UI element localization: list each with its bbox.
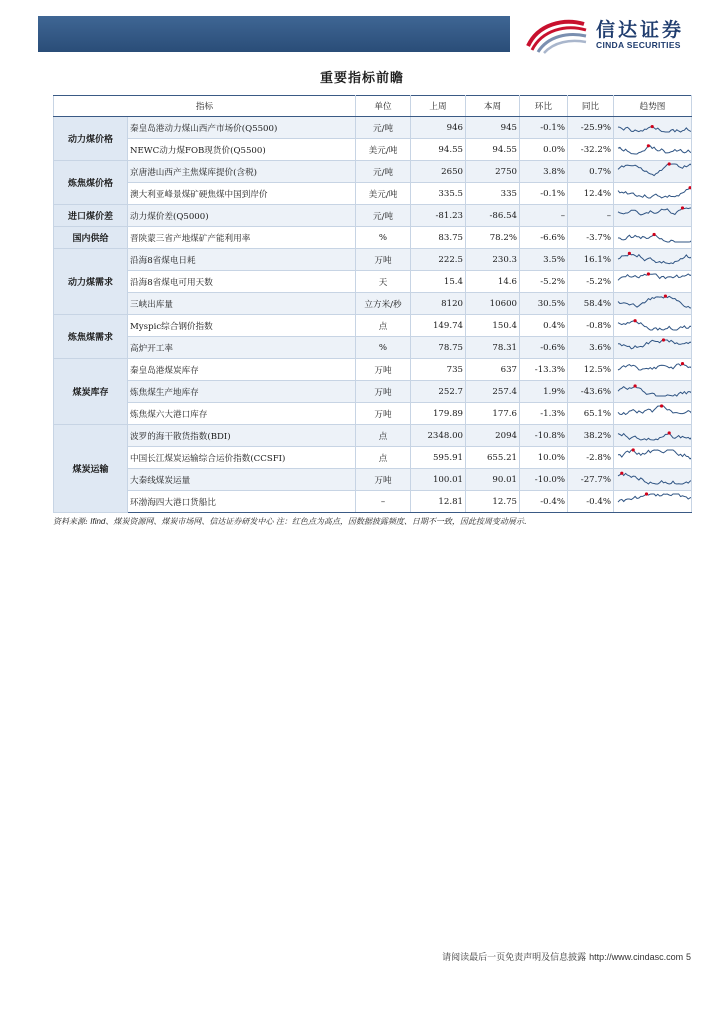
row-unit: 点 xyxy=(356,447,411,469)
row-this-week: 230.3 xyxy=(466,249,520,271)
row-yoy: -3.7% xyxy=(568,227,614,249)
category-cell: 煤炭库存 xyxy=(54,359,128,425)
high-point-marker xyxy=(668,162,671,165)
row-yoy: -32.2% xyxy=(568,139,614,161)
row-this-week: 945 xyxy=(466,117,520,139)
page-number: 5 xyxy=(685,952,691,962)
sparkline-icon xyxy=(616,117,692,135)
table-header-row xyxy=(54,96,692,117)
row-unit: 元/吨 xyxy=(356,205,411,227)
row-unit: 天 xyxy=(356,271,411,293)
high-point-marker xyxy=(681,206,684,209)
row-name: 炼焦煤生产地库存 xyxy=(128,381,356,403)
row-wow: 30.5% xyxy=(520,293,568,315)
row-last-week: 8120 xyxy=(411,293,466,315)
row-name: 澳大利亚峰景煤矿硬焦煤中国到岸价 xyxy=(128,183,356,205)
row-name: Myspic综合钢价指数 xyxy=(128,315,356,337)
high-point-marker xyxy=(645,492,648,495)
col-header-last-week: 上周 xyxy=(411,96,466,117)
row-this-week: 14.6 xyxy=(466,271,520,293)
row-unit: 元/吨 xyxy=(356,117,411,139)
table-row xyxy=(54,359,692,381)
table-row xyxy=(54,139,692,161)
sparkline-icon xyxy=(616,403,692,421)
row-name: 动力煤价差(Q5000) xyxy=(128,205,356,227)
trend-sparkline xyxy=(614,227,692,249)
table-row xyxy=(54,425,692,447)
source-wind: Ifind xyxy=(90,517,106,526)
row-yoy: 3.6% xyxy=(568,337,614,359)
row-name: 晋陕蒙三省产地煤矿产能利用率 xyxy=(128,227,356,249)
row-yoy: -0.4% xyxy=(568,491,614,513)
row-yoy: 58.4% xyxy=(568,293,614,315)
sparkline-icon xyxy=(616,161,692,179)
row-this-week: 150.4 xyxy=(466,315,520,337)
high-point-marker xyxy=(647,272,650,275)
company-logo xyxy=(524,14,704,54)
row-name: 沿海8省煤电可用天数 xyxy=(128,271,356,293)
col-header-unit: 单位 xyxy=(356,96,411,117)
table-row xyxy=(54,293,692,315)
trend-sparkline xyxy=(614,403,692,425)
sparkline-icon xyxy=(616,139,692,157)
row-this-week: 2094 xyxy=(466,425,520,447)
logo-chinese-text: 信达证券 xyxy=(596,19,685,41)
table-row xyxy=(54,491,692,513)
row-name: 京唐港山西产主焦煤库提价(含税) xyxy=(128,161,356,183)
row-yoy: 12.5% xyxy=(568,359,614,381)
row-wow: -0.6% xyxy=(520,337,568,359)
row-unit: 点 xyxy=(356,425,411,447)
high-point-marker xyxy=(647,144,650,147)
category-cell: 动力煤需求 xyxy=(54,249,128,315)
sparkline-icon xyxy=(616,425,692,443)
row-unit: 万吨 xyxy=(356,359,411,381)
row-name: 沿海8省煤电日耗 xyxy=(128,249,356,271)
header-bar xyxy=(38,16,510,52)
sparkline-icon xyxy=(616,205,692,223)
row-wow: – xyxy=(520,205,568,227)
row-unit: 点 xyxy=(356,315,411,337)
row-name: 秦皇岛港煤炭库存 xyxy=(128,359,356,381)
row-wow: 0.0% xyxy=(520,139,568,161)
row-yoy: – xyxy=(568,205,614,227)
row-wow: 3.8% xyxy=(520,161,568,183)
row-last-week: 83.75 xyxy=(411,227,466,249)
high-point-marker xyxy=(653,233,656,236)
high-point-marker xyxy=(632,448,635,451)
table-row xyxy=(54,315,692,337)
sparkline-icon xyxy=(616,315,692,333)
category-cell: 进口煤价差 xyxy=(54,205,128,227)
trend-sparkline xyxy=(614,315,692,337)
trend-sparkline xyxy=(614,293,692,315)
trend-sparkline xyxy=(614,161,692,183)
sparkline-icon xyxy=(616,227,692,245)
col-header-wow: 环比 xyxy=(520,96,568,117)
trend-sparkline xyxy=(614,139,692,161)
high-point-marker xyxy=(634,319,637,322)
row-unit: 立方米/秒 xyxy=(356,293,411,315)
high-point-marker xyxy=(620,472,623,475)
row-name: NEWC动力煤FOB现货价(Q5500) xyxy=(128,139,356,161)
trend-sparkline xyxy=(614,359,692,381)
row-this-week: 335 xyxy=(466,183,520,205)
sparkline-icon xyxy=(616,337,692,355)
row-last-week: 946 xyxy=(411,117,466,139)
high-point-marker xyxy=(681,362,684,365)
cinda-logo-icon xyxy=(524,14,590,54)
category-cell: 国内供给 xyxy=(54,227,128,249)
trend-sparkline xyxy=(614,249,692,271)
row-last-week: 12.81 xyxy=(411,491,466,513)
row-this-week: 78.2% xyxy=(466,227,520,249)
trend-sparkline xyxy=(614,425,692,447)
sparkline-icon xyxy=(616,249,692,267)
row-wow: 3.5% xyxy=(520,249,568,271)
row-last-week: 335.5 xyxy=(411,183,466,205)
trend-sparkline xyxy=(614,205,692,227)
row-wow: -6.6% xyxy=(520,227,568,249)
table-title: 重要指标前瞻 xyxy=(319,71,404,86)
row-last-week: 2348.00 xyxy=(411,425,466,447)
row-last-week: 94.55 xyxy=(411,139,466,161)
row-this-week: 637 xyxy=(466,359,520,381)
row-wow: 0.4% xyxy=(520,315,568,337)
col-header-yoy: 同比 xyxy=(568,96,614,117)
col-header-this-week: 本周 xyxy=(466,96,520,117)
source-note xyxy=(53,516,526,527)
row-name: 波罗的海干散货指数(BDI) xyxy=(128,425,356,447)
row-last-week: 15.4 xyxy=(411,271,466,293)
row-name: 炼焦煤六大港口库存 xyxy=(128,403,356,425)
high-point-marker xyxy=(651,125,654,128)
row-last-week: -81.23 xyxy=(411,205,466,227)
source-label: 资料来源: xyxy=(53,517,88,526)
indicator-table xyxy=(53,95,692,513)
row-yoy: -0.8% xyxy=(568,315,614,337)
row-unit: – xyxy=(356,491,411,513)
high-point-marker xyxy=(634,384,637,387)
row-wow: -13.3% xyxy=(520,359,568,381)
row-unit: 美元/吨 xyxy=(356,183,411,205)
sparkline-icon xyxy=(616,359,692,377)
row-yoy: 12.4% xyxy=(568,183,614,205)
trend-sparkline xyxy=(614,183,692,205)
row-last-week: 222.5 xyxy=(411,249,466,271)
row-unit: % xyxy=(356,227,411,249)
row-wow: -0.1% xyxy=(520,183,568,205)
row-this-week: 177.6 xyxy=(466,403,520,425)
row-name: 大秦线煤炭运量 xyxy=(128,469,356,491)
row-yoy: 65.1% xyxy=(568,403,614,425)
row-unit: % xyxy=(356,337,411,359)
table-row xyxy=(54,183,692,205)
high-point-marker xyxy=(662,338,665,341)
row-name: 秦皇岛港动力煤山西产市场价(Q5500) xyxy=(128,117,356,139)
row-unit: 元/吨 xyxy=(356,161,411,183)
sparkline-icon xyxy=(616,447,692,465)
category-cell: 炼焦煤需求 xyxy=(54,315,128,359)
row-wow: 1.9% xyxy=(520,381,568,403)
row-wow: 10.0% xyxy=(520,447,568,469)
footer-url[interactable]: http://www.cindasc.com xyxy=(589,952,684,962)
trend-sparkline xyxy=(614,447,692,469)
row-wow: -10.0% xyxy=(520,469,568,491)
source-text: 、煤炭资源网、煤炭市场网、信达证券研发中心 注：红色点为高点，因数据披露频度、日期不一致，因此按周变动展示. xyxy=(105,517,527,526)
table-row xyxy=(54,271,692,293)
high-point-marker xyxy=(628,252,631,255)
row-unit: 美元/吨 xyxy=(356,139,411,161)
high-point-marker xyxy=(660,404,663,407)
row-unit: 万吨 xyxy=(356,403,411,425)
row-name: 三峡出库量 xyxy=(128,293,356,315)
row-unit: 万吨 xyxy=(356,381,411,403)
sparkline-icon xyxy=(616,469,692,487)
row-yoy: -25.9% xyxy=(568,117,614,139)
row-this-week: 12.75 xyxy=(466,491,520,513)
table-row xyxy=(54,205,692,227)
row-this-week: -86.54 xyxy=(466,205,520,227)
row-yoy: 0.7% xyxy=(568,161,614,183)
row-unit: 万吨 xyxy=(356,469,411,491)
page-footer xyxy=(442,950,691,963)
row-name: 环渤海四大港口货船比 xyxy=(128,491,356,513)
table-row xyxy=(54,403,692,425)
row-yoy: -43.6% xyxy=(568,381,614,403)
row-name: 中国长江煤炭运输综合运价指数(CCSFI) xyxy=(128,447,356,469)
table-row xyxy=(54,381,692,403)
high-point-marker xyxy=(668,431,671,434)
row-this-week: 2750 xyxy=(466,161,520,183)
sparkline-icon xyxy=(616,491,692,509)
table-row xyxy=(54,227,692,249)
category-cell: 炼焦煤价格 xyxy=(54,161,128,205)
row-yoy: -2.8% xyxy=(568,447,614,469)
col-header-indicator: 指标 xyxy=(54,96,356,117)
trend-sparkline xyxy=(614,117,692,139)
footer-disclaimer: 请阅读最后一页免责声明及信息披露 xyxy=(442,953,587,963)
trend-sparkline xyxy=(614,337,692,359)
row-wow: -0.4% xyxy=(520,491,568,513)
row-wow: -5.2% xyxy=(520,271,568,293)
row-last-week: 735 xyxy=(411,359,466,381)
row-last-week: 595.91 xyxy=(411,447,466,469)
table-row xyxy=(54,469,692,491)
sparkline-icon xyxy=(616,271,692,289)
row-yoy: 16.1% xyxy=(568,249,614,271)
trend-sparkline xyxy=(614,381,692,403)
row-this-week: 10600 xyxy=(466,293,520,315)
row-last-week: 78.75 xyxy=(411,337,466,359)
table-row xyxy=(54,249,692,271)
row-this-week: 655.21 xyxy=(466,447,520,469)
row-last-week: 100.01 xyxy=(411,469,466,491)
sparkline-icon xyxy=(616,381,692,399)
table-row xyxy=(54,337,692,359)
sparkline-icon xyxy=(616,183,692,201)
row-wow: -0.1% xyxy=(520,117,568,139)
row-name: 高炉开工率 xyxy=(128,337,356,359)
row-this-week: 78.31 xyxy=(466,337,520,359)
row-last-week: 149.74 xyxy=(411,315,466,337)
row-this-week: 94.55 xyxy=(466,139,520,161)
trend-sparkline xyxy=(614,271,692,293)
trend-sparkline xyxy=(614,491,692,513)
row-this-week: 257.4 xyxy=(466,381,520,403)
col-header-trend: 趋势图 xyxy=(614,96,692,117)
row-wow: -10.8% xyxy=(520,425,568,447)
row-last-week: 2650 xyxy=(411,161,466,183)
logo-english-text: CINDA SECURITIES xyxy=(596,40,681,50)
category-cell: 动力煤价格 xyxy=(54,117,128,161)
row-this-week: 90.01 xyxy=(466,469,520,491)
high-point-marker xyxy=(664,295,667,298)
table-row xyxy=(54,117,692,139)
trend-sparkline xyxy=(614,469,692,491)
row-last-week: 179.89 xyxy=(411,403,466,425)
category-cell: 煤炭运输 xyxy=(54,425,128,513)
row-unit: 万吨 xyxy=(356,249,411,271)
table-row xyxy=(54,447,692,469)
sparkline-icon xyxy=(616,293,692,311)
row-yoy: -5.2% xyxy=(568,271,614,293)
row-wow: -1.3% xyxy=(520,403,568,425)
row-yoy: -27.7% xyxy=(568,469,614,491)
row-yoy: 38.2% xyxy=(568,425,614,447)
table-row xyxy=(54,161,692,183)
row-last-week: 252.7 xyxy=(411,381,466,403)
